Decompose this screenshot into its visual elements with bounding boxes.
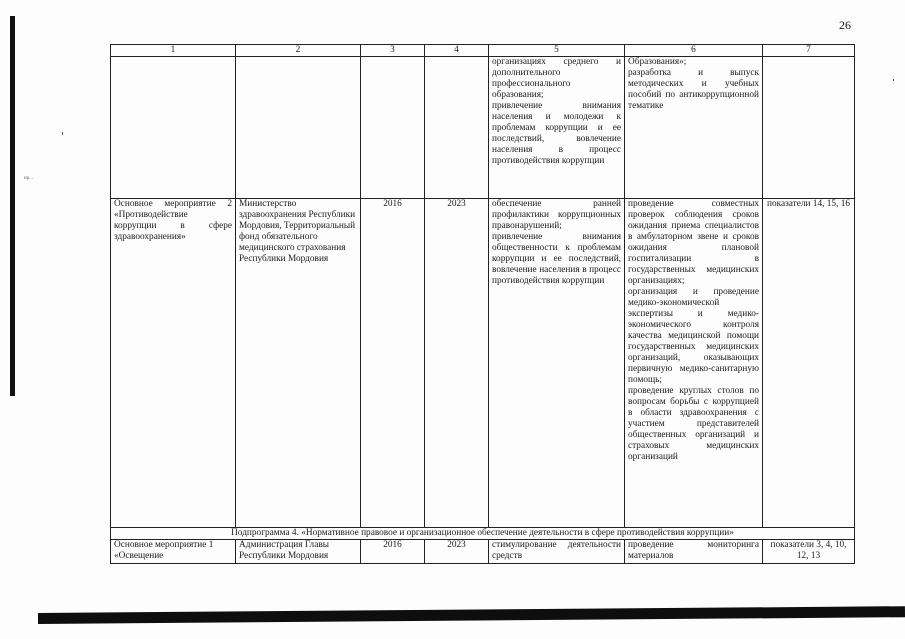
cell-directions: проведение совместных проверок соблюдения сроков ожидания приема специалистов в амбулаторном звене и сроков ожидания плановой госпитализации в государственных медицинских организациях; организация и проведение медико-экономической экспертизы и медико-экономического контроля качества медицинской помощи государственных медицинских организаций, оказывающих первичную медико-санитарную помощь; проведение круглых столов по вопросам борьбы с коррупцией в области здравоохранения с участием представителей общественных организаций и страховых медицинских организаций xyxy=(625,199,763,528)
table-row xyxy=(111,540,855,564)
cell-measure: Основное мероприятие 2 «Противодействие коррупции в сфере здравоохранения» xyxy=(111,199,236,528)
cell-directions: Образования»; разработка и выпуск методических и учебных пособий по антикоррупционной тематике xyxy=(625,57,763,199)
cell-indicators: показатели 14, 15, 16 xyxy=(763,199,855,528)
cell-directions: проведение мониторинга материалов xyxy=(625,540,763,564)
subprogram-title: Подпрограмма 4. «Нормативное правовое и организационное обеспечение деятельности в сфере противодействия коррупции» xyxy=(111,528,855,540)
cell-expected-result: стимулирование деятельности средств xyxy=(489,540,625,564)
cell-start-year: 2016 xyxy=(361,199,425,528)
cell-executor: Министерство здравоохранения Республики Мордовия, Территориальный фонд обязательного медицинского страхования Республики Мордовия xyxy=(236,199,361,528)
scan-speck xyxy=(893,79,894,81)
cell-executor xyxy=(236,57,361,199)
scan-speck xyxy=(62,132,63,135)
cell-indicators xyxy=(763,57,855,199)
column-number-row xyxy=(111,45,855,57)
subprogram-heading-row xyxy=(111,528,855,540)
cell-end-year: 2023 xyxy=(425,199,489,528)
cell-measure xyxy=(111,57,236,199)
scan-edge-bottom xyxy=(38,606,905,624)
cell-start-year: 2016 xyxy=(361,540,425,564)
cell-measure: Основное мероприятие 1 «Освещение xyxy=(111,540,236,564)
column-header: 2 xyxy=(236,45,361,57)
cell-executor: Администрация Главы Республики Мордовия xyxy=(236,540,361,564)
margin-note: нр... xyxy=(24,176,33,181)
column-header: 3 xyxy=(361,45,425,57)
cell-indicators: показатели 3, 4, 10, 12, 13 xyxy=(763,540,855,564)
cell-start-year xyxy=(361,57,425,199)
measures-table xyxy=(110,44,855,564)
page-number: 26 xyxy=(839,18,851,32)
column-header: 6 xyxy=(625,45,763,57)
column-header: 4 xyxy=(425,45,489,57)
table-row xyxy=(111,57,855,199)
column-header: 7 xyxy=(763,45,855,57)
cell-expected-result: организациях среднего и дополнительного профессионального образования; привлечение внимания населения и молодежи к проблемам коррупции и ее последствий, вовлечение населения в процесс противодействия коррупции xyxy=(489,57,625,199)
table-row xyxy=(111,199,855,528)
cell-end-year: 2023 xyxy=(425,540,489,564)
cell-expected-result: обеспечение ранней профилактики коррупционных правонарушений; привлечение внимания общественности к проблемам коррупции и ее последствий, вовлечение населения в процесс противодействия коррупции xyxy=(489,199,625,528)
cell-end-year xyxy=(425,57,489,199)
scan-edge-left xyxy=(10,16,15,396)
column-header: 1 xyxy=(111,45,236,57)
column-header: 5 xyxy=(489,45,625,57)
